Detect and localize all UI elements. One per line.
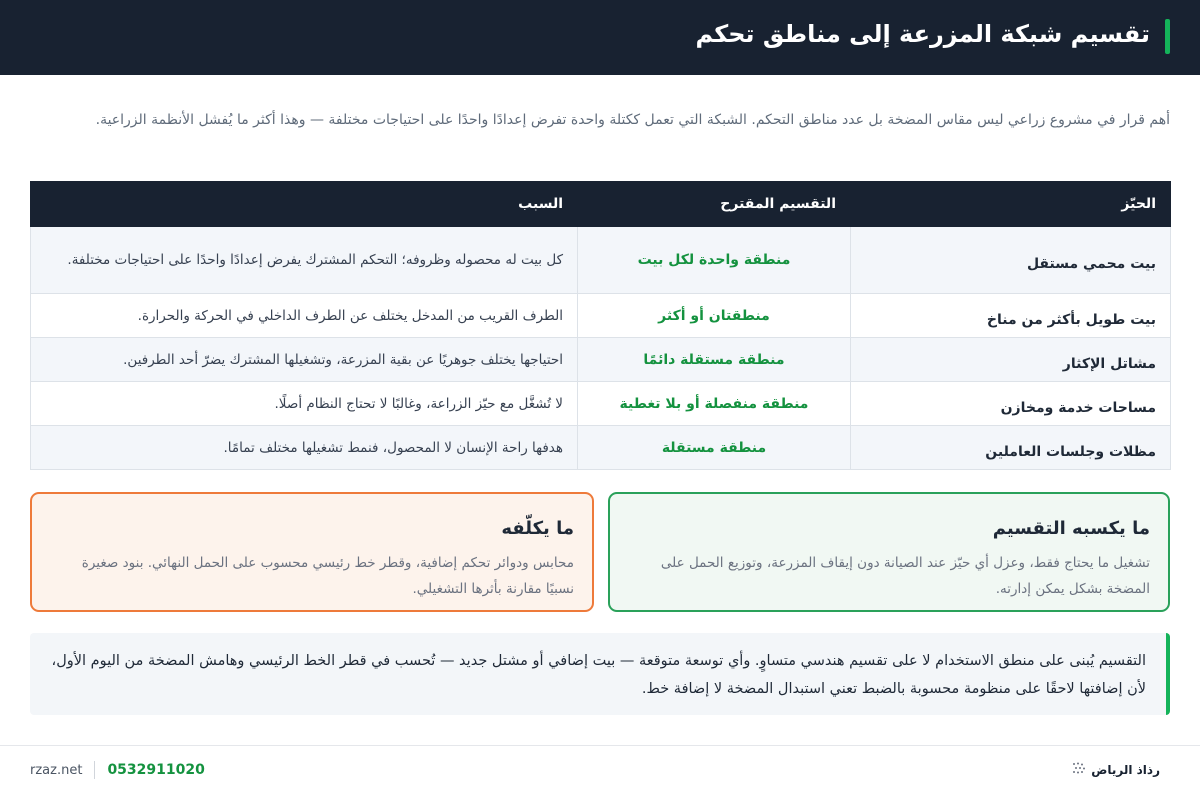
cell-place: بيت طويل بأكثر من مناخ bbox=[851, 294, 1171, 338]
cost-card bbox=[30, 492, 594, 612]
page-footer bbox=[0, 745, 1200, 793]
footer-divider bbox=[94, 761, 95, 779]
cell-place: مشاتل الإكثار bbox=[851, 338, 1171, 382]
cell-reason: هدفها راحة الإنسان لا المحصول، فنمط تشغيلها مختلف تمامًا. bbox=[31, 426, 578, 470]
title-accent-bar bbox=[1165, 19, 1170, 54]
website-link[interactable]: rzaz.net bbox=[30, 762, 83, 778]
cell-reason: كل بيت له محصوله وظروفه؛ التحكم المشترك يفرض إعدادًا واحدًا على احتياجات مختلفة. bbox=[31, 227, 578, 294]
cell-split: منطقة مستقلة دائمًا bbox=[578, 338, 851, 382]
zones-table bbox=[30, 181, 1171, 470]
table-row bbox=[31, 294, 1171, 338]
page-title: تقسيم شبكة المزرعة إلى مناطق تحكم bbox=[695, 20, 1150, 48]
table-row bbox=[31, 426, 1171, 470]
page-header bbox=[0, 0, 1200, 75]
phone-number[interactable]: 0532911020 bbox=[107, 762, 205, 778]
cell-place: مظلات وجلسات العاملين bbox=[851, 426, 1171, 470]
table-row bbox=[31, 227, 1171, 294]
cell-split: منطقة منفصلة أو بلا تغطية bbox=[578, 382, 851, 426]
cell-place: مساحات خدمة ومخازن bbox=[851, 382, 1171, 426]
gain-card-text: تشغيل ما يحتاج فقط، وعزل أي حيّز عند الصيانة دون إيقاف المزرعة، وتوزيع الحمل على المضخة بشكل يمكن إدارته. bbox=[660, 555, 1150, 597]
brand-logo[interactable] bbox=[1071, 762, 1160, 777]
gain-card bbox=[608, 492, 1170, 612]
footer-contact bbox=[30, 760, 205, 780]
table-row bbox=[31, 338, 1171, 382]
cell-reason: الطرف القريب من المدخل يختلف عن الطرف الداخلي في الحركة والحرارة. bbox=[31, 294, 578, 338]
intro-paragraph: أهم قرار في مشروع زراعي ليس مقاس المضخة بل عدد مناطق التحكم. الشبكة التي تعمل ككتلة واحدة تفرض إعدادًا واحدًا على احتياجات مختلفة — وهذا أكثر ما يُفشل الأنظمة الزراعية. bbox=[95, 112, 1170, 128]
brand-name: رذاذ الرياض bbox=[1091, 762, 1160, 777]
table-row bbox=[31, 382, 1171, 426]
cell-place: بيت محمي مستقل bbox=[851, 227, 1171, 294]
table-header-row bbox=[31, 182, 1171, 227]
mist-icon bbox=[1071, 762, 1087, 777]
column-header-split: التقسيم المقترح bbox=[578, 182, 851, 227]
column-header-place: الحيّز bbox=[851, 182, 1171, 227]
cell-split: منطقة واحدة لكل بيت bbox=[578, 227, 851, 294]
cost-card-title: ما يكلّفه bbox=[501, 518, 574, 539]
column-header-reason: السبب bbox=[31, 182, 578, 227]
design-note: التقسيم يُبنى على منطق الاستخدام لا على تقسيم هندسي متساوٍ. وأي توسعة متوقعة — بيت إضافي أو مشتل جديد — تُحسب في قطر الخط الرئيسي وهامش المضخة من اليوم الأول، لأن إضافتها لاحقًا على منظومة محسوبة بالضبط تعني استبدال المضخة لا إضافة خط. bbox=[30, 633, 1170, 715]
gain-card-title: ما يكسبه التقسيم bbox=[992, 518, 1150, 539]
cell-split: منطقتان أو أكثر bbox=[578, 294, 851, 338]
cost-card-text: محابس ودوائر تحكم إضافية، وقطر خط رئيسي محسوب على الحمل النهائي. بنود صغيرة نسبيًا مقارنة بأثرها التشغيلي. bbox=[81, 555, 574, 597]
cell-reason: لا تُشغَّل مع حيّز الزراعة، وغالبًا لا تحتاج النظام أصلًا. bbox=[31, 382, 578, 426]
cell-reason: احتياجها يختلف جوهريًا عن بقية المزرعة، وتشغيلها المشترك يضرّ أحد الطرفين. bbox=[31, 338, 578, 382]
cell-split: منطقة مستقلة bbox=[578, 426, 851, 470]
